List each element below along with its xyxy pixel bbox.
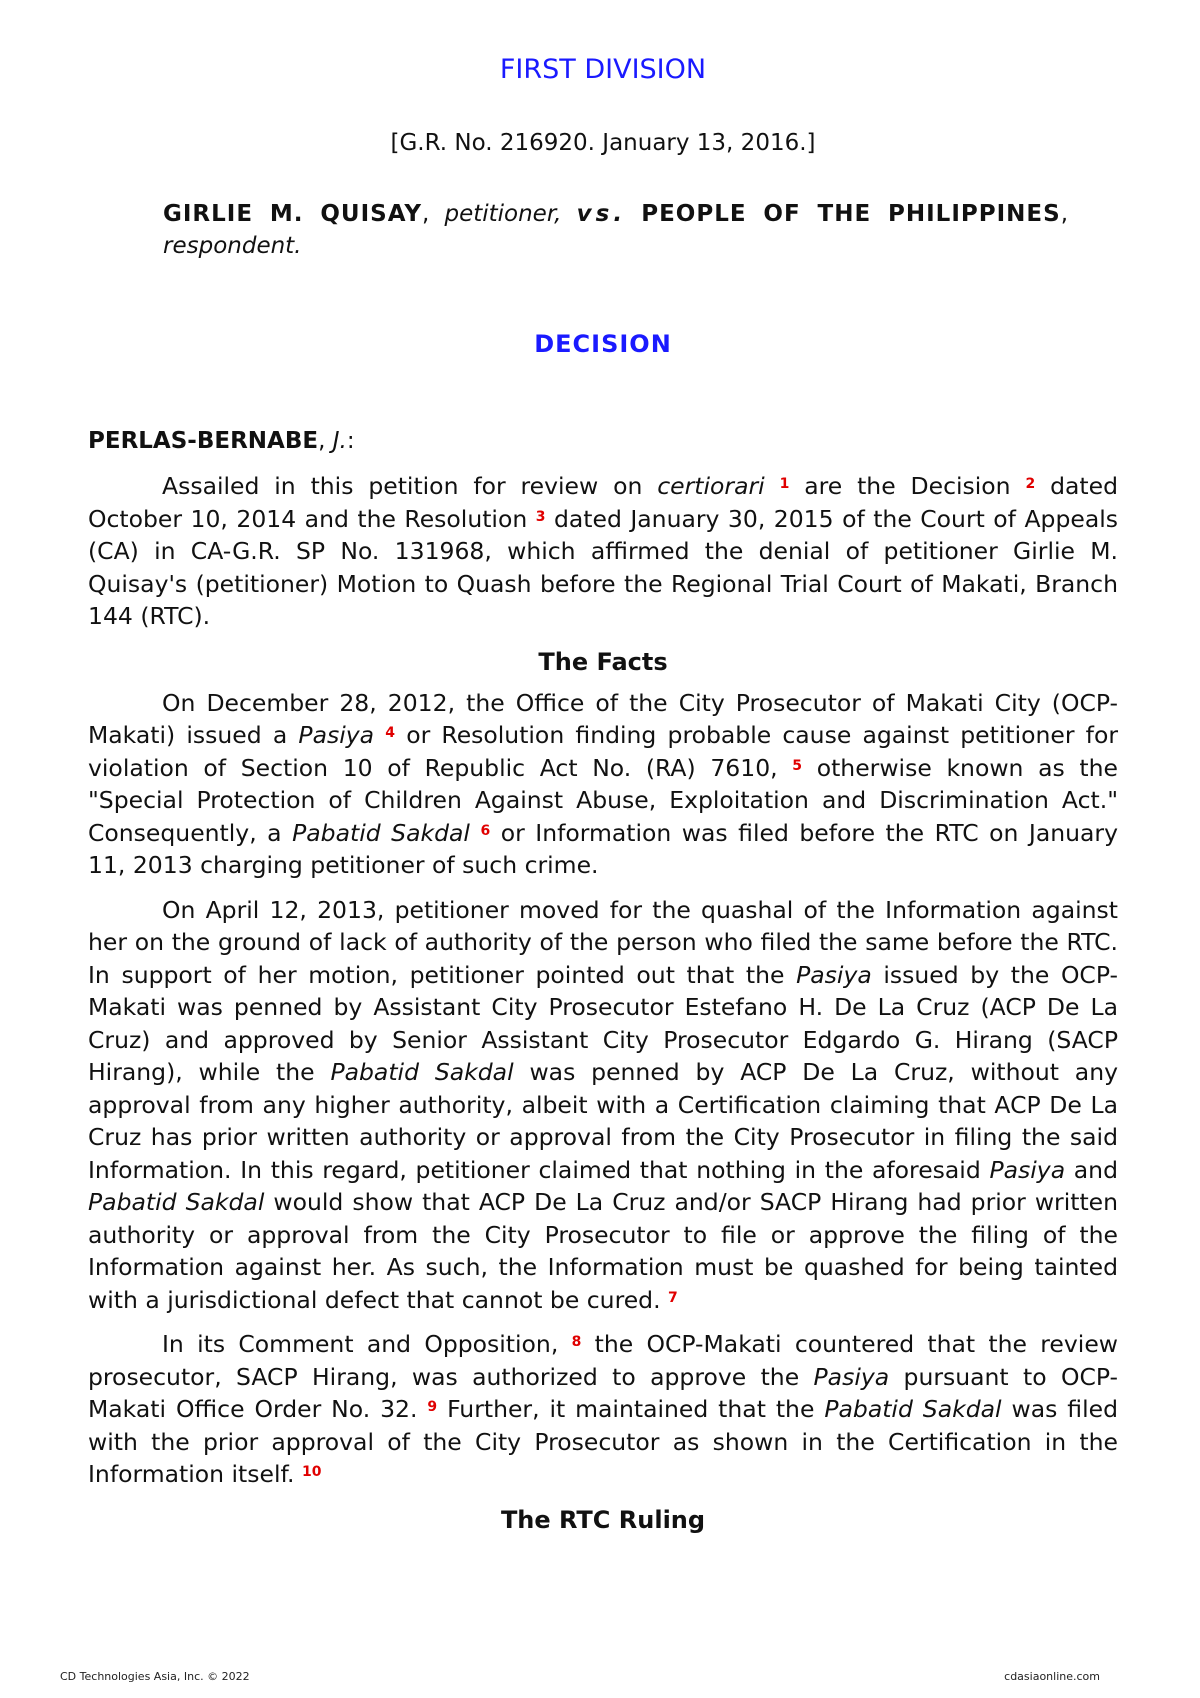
respondent-name: PEOPLE OF THE PHILIPPINES bbox=[641, 201, 1061, 227]
text-run: Further, it maintained that the bbox=[437, 1395, 825, 1423]
text-run-italic: Pabatid Sakdal bbox=[824, 1395, 1002, 1423]
paragraph-2 bbox=[88, 687, 1118, 882]
text-run: was filed with the prior approval of the City Prosecutor as shown in the Certification in the Information itself. bbox=[88, 1395, 1118, 1488]
ponente-name: PERLAS-BERNABE bbox=[88, 428, 319, 454]
text-run: issued by the OCP-Makati was penned by Assistant City Prosecutor Estefano H. De La Cruz (ACP De La Cruz) and approved by Senior Assistant City Prosecutor Edgardo G. Hirang (SACP Hirang), while the bbox=[88, 960, 1118, 1086]
text-run-italic: Pasiya bbox=[298, 721, 375, 749]
text-run: or Information was filed before the RTC on January 11, 2013 charging petitioner of such crime. bbox=[88, 818, 1118, 879]
petitioner-role: petitioner, bbox=[444, 201, 562, 227]
text-run: On April 12, 2013, petitioner moved for the quashal of the Information against her on the ground of lack of authority of the person who filed the same before the RTC. In support of her motion, petitioner pointed out that the bbox=[88, 895, 1118, 989]
text-run: dated October 10, 2014 and the Resolution bbox=[88, 472, 1118, 533]
paragraph-3 bbox=[88, 894, 1118, 1317]
text-run: or Resolution finding probable cause against petitioner for violation of Section 10 of Republic Act No. (RA) 7610, bbox=[88, 721, 1118, 782]
footnote-link-1[interactable]: 1 bbox=[779, 476, 790, 492]
footer-copyright: CD Technologies Asia, Inc. © 2022 bbox=[60, 1670, 250, 1683]
text-run: was penned by ACP De La Cruz, without any approval from any higher authority, albeit with a Certification claiming that ACP De La Cruz has prior written authority or approval from the City Prosecutor in filing the said Information. In this regard, petitioner claimed that nothing in the aforesaid bbox=[88, 1058, 1119, 1184]
footnote-link-10[interactable]: 10 bbox=[301, 1464, 322, 1480]
paragraph-1 bbox=[88, 470, 1118, 633]
text-run: would show that ACP De La Cruz and/or SACP Hirang had prior written authority or approval from the City Prosecutor to file or approve the filing of the Information against her. As such, the Information must be quashed for being tainted with a jurisdictional defect that cannot be cured. bbox=[88, 1188, 1119, 1314]
text-run: the OCP-Makati countered that the review prosecutor, SACP Hirang, was authorized to approve the bbox=[88, 1330, 1118, 1391]
footnote-link-4[interactable]: 4 bbox=[385, 725, 396, 741]
text-run: On December 28, 2012, the Office of the City Prosecutor of Makati City (OCP-Makati) issued a bbox=[88, 688, 1118, 749]
text-run-italic: Pasiya bbox=[813, 1362, 890, 1391]
text-run-italic: Pabatid Sakdal bbox=[330, 1058, 514, 1086]
case-number: [G.R. No. 216920. January 13, 2016.] bbox=[390, 130, 816, 156]
text-run: dated January 30, 2015 of the Court of Appeals (CA) in CA-G.R. SP No. 131968, which affirmed the denial of petitioner Girlie M. Quisay's (petitioner) Motion to Quash before the Regional Trial Court of Makati, Branch 144 (RTC). bbox=[88, 504, 1118, 630]
text-run: otherwise known as the "Special Protection of Children Against Abuse, Exploitation and Discrimination Act." Consequently, a bbox=[88, 753, 1118, 847]
footnote-link-2[interactable]: 2 bbox=[1025, 476, 1036, 492]
footnote-link-9[interactable]: 9 bbox=[427, 1399, 438, 1415]
case-parties: GIRLIE M. QUISAY, petitioner, vs. PEOPLE OF THE PHILIPPINES, respondent. bbox=[163, 201, 1069, 259]
text-run: Assailed in this petition for review on bbox=[162, 472, 658, 500]
division-label: FIRST DIVISION bbox=[499, 54, 707, 85]
text-run-italic: Pasiya bbox=[796, 960, 872, 989]
respondent-role: respondent. bbox=[163, 233, 302, 259]
footnote-link-5[interactable]: 5 bbox=[792, 757, 803, 774]
section-heading-rtc-ruling: The RTC Ruling bbox=[500, 1505, 706, 1534]
ponente: PERLAS-BERNABE, J.: bbox=[88, 428, 355, 454]
decision-title: DECISION bbox=[534, 330, 672, 358]
paragraph-4 bbox=[88, 1328, 1118, 1491]
text-run-italic: Pabatid Sakdal bbox=[292, 818, 470, 847]
text-run: and bbox=[1065, 1155, 1118, 1184]
petitioner-name: GIRLIE M. QUISAY bbox=[163, 201, 422, 227]
footnote-link-3[interactable]: 3 bbox=[535, 508, 546, 525]
ponente-suffix: J. bbox=[332, 428, 347, 454]
text-run: In its Comment and Opposition, bbox=[162, 1330, 572, 1358]
text-run: are the Decision bbox=[789, 472, 1026, 500]
decision-body bbox=[88, 470, 1118, 1545]
footnote-link-8[interactable]: 8 bbox=[571, 1334, 582, 1350]
text-run-italic: Pabatid Sakdal bbox=[88, 1188, 265, 1216]
footer-site: cdasiaonline.com bbox=[1004, 1670, 1100, 1683]
footnote-link-7[interactable]: 7 bbox=[668, 1289, 678, 1306]
footnote-link-6[interactable]: 6 bbox=[480, 822, 491, 839]
text-run-italic: Pasiya bbox=[989, 1155, 1066, 1184]
text-run-italic: certiorari bbox=[657, 472, 765, 500]
section-heading-facts: The Facts bbox=[538, 647, 668, 676]
versus-label: vs. bbox=[576, 201, 627, 227]
ponente-colon: : bbox=[346, 428, 355, 454]
text-run: pursuant to OCP-Makati Office Order No. 32. bbox=[88, 1362, 1118, 1423]
